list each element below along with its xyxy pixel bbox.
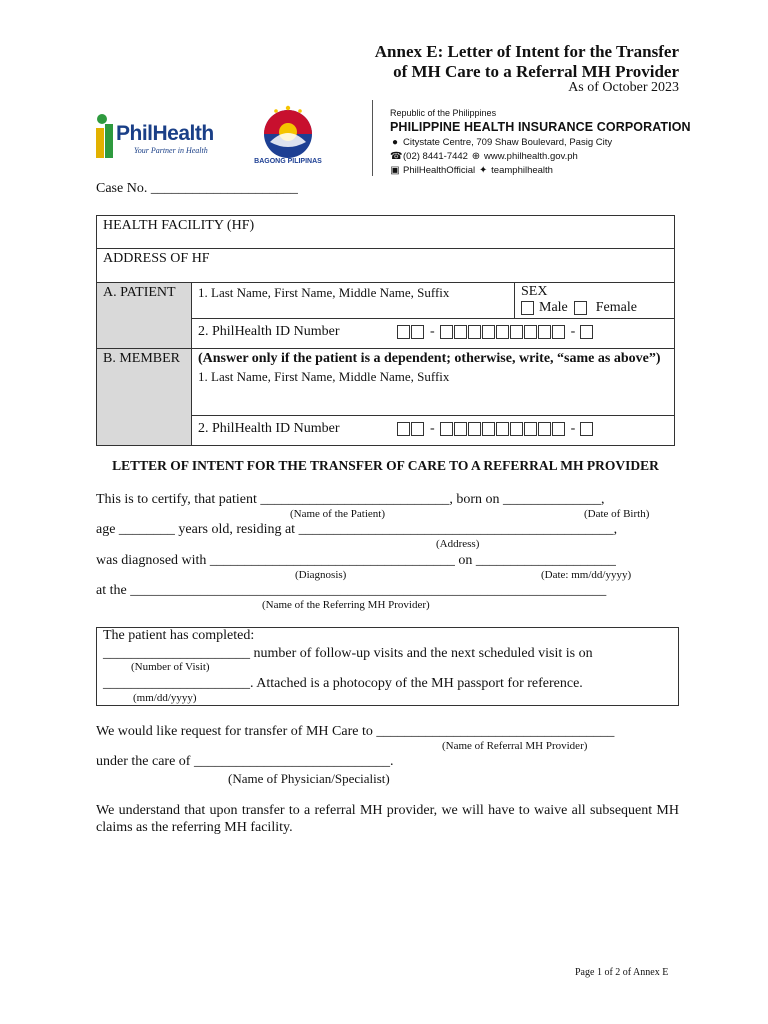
diagnosis-caption: (Diagnosis) [295,569,347,581]
patient-label: A. PATIENT [103,285,176,300]
id-digit-box[interactable] [440,325,453,339]
annex-title-line2: of MH Care to a Referral MH Provider [393,62,679,81]
id-digit-box[interactable] [482,325,495,339]
patient-label-cell [97,283,192,349]
corporation-twitter: teamphilhealth [491,165,553,176]
id-digit-box[interactable] [538,422,551,436]
id-dash: - [570,421,576,436]
member-id-label: 2. PhilHealth ID Number [198,421,340,436]
id-digit-box[interactable] [538,325,551,339]
id-digit-box[interactable] [468,325,481,339]
philhealth-logo-text: PhilHealth [116,122,214,145]
page-footer: Page 1 of 2 of Annex E [575,967,669,978]
id-digit-box[interactable] [411,325,424,339]
id-digit-box[interactable] [524,325,537,339]
id-digit-box[interactable] [524,422,537,436]
address-caption: (Address) [436,538,480,550]
next-visit-line[interactable]: _____________________. Attached is a photocopy of the MH passport for reference. [103,676,583,691]
member-label: B. MEMBER [103,351,181,366]
id-digit-box[interactable] [510,422,523,436]
patient-info-table [96,215,675,446]
facebook-icon: ▣ [390,165,400,176]
next-visit-date-caption: (mm/dd/yyyy) [133,692,197,704]
patient-id-label: 2. PhilHealth ID Number [198,324,340,339]
id-digit-box[interactable] [411,422,424,436]
patient-philhealth-id-row [192,319,675,349]
waive-paragraph: We understand that upon transfer to a referral MH provider, we will have to waive all subsequent MH claims as the referring MH facility. [96,803,679,835]
sex-cell [515,283,675,319]
health-facility-field[interactable] [97,216,675,249]
id-digit-box[interactable] [468,422,481,436]
diagnosis-date-caption: (Date: mm/dd/yyyy) [541,569,632,581]
id-digit-box[interactable] [440,422,453,436]
header-divider [372,100,373,176]
location-pin-icon: ● [391,137,399,148]
id-digit-box[interactable] [552,422,565,436]
corporation-address: Citystate Centre, 709 Shaw Boulevard, Pasig City [403,137,613,148]
referral-provider-caption: (Name of Referral MH Provider) [442,740,588,752]
id-dash: - [430,324,435,339]
member-label-cell [97,349,192,446]
certify-line[interactable]: This is to certify, that patient ___________________________, born on ______________, [96,492,605,507]
id-digit-box[interactable] [454,422,467,436]
follow-up-line[interactable]: _____________________ number of follow-up visits and the next scheduled visit is on [103,646,593,661]
bagong-pilipinas-caption: BAGONG PILIPINAS [254,158,322,165]
physician-caption: (Name of Physician/Specialist) [228,771,390,786]
male-checkbox[interactable] [521,301,534,315]
member-philhealth-id-row [192,416,675,446]
male-label: Male [539,300,568,315]
philhealth-tagline: Your Partner in Health [134,146,208,155]
member-name-label: 1. Last Name, First Name, Middle Name, Suffix [198,369,450,384]
transfer-request-line[interactable]: We would like request for transfer of MH Care to __________________________________ [96,724,615,739]
corporation-phone: (02) 8441-7442 [403,151,468,162]
member-name-field[interactable] [192,349,675,416]
number-of-visit-caption: (Number of Visit) [131,661,210,673]
sex-label: SEX [521,284,548,299]
corporation-block [390,108,691,176]
id-digit-box[interactable] [510,325,523,339]
id-dash: - [430,421,435,436]
philhealth-logo [96,110,228,164]
id-digit-box[interactable] [454,325,467,339]
corporation-website: www.philhealth.gov.ph [483,151,578,162]
id-digit-box[interactable] [552,325,565,339]
phone-icon: ☎ [390,151,403,162]
id-dash: - [570,324,576,339]
referring-provider-caption: (Name of the Referring MH Provider) [262,599,430,611]
case-number-field[interactable]: Case No. _____________________ [96,181,298,196]
id-digit-box[interactable] [482,422,495,436]
annex-date: As of October 2023 [568,80,679,95]
female-checkbox[interactable] [574,301,587,315]
physician-line[interactable]: under the care of ____________________________. [96,754,394,769]
id-digit-box[interactable] [580,422,593,436]
member-note: (Answer only if the patient is a dependent; otherwise, write, “same as above”) [198,351,661,366]
address-hf-field[interactable] [97,249,675,283]
id-digit-box[interactable] [496,422,509,436]
republic-text: Republic of the Philippines [390,108,497,118]
twitter-icon: ✦ [478,165,488,176]
letter-heading: LETTER OF INTENT FOR THE TRANSFER OF CARE TO A REFERRAL MH PROVIDER [112,458,659,473]
female-label: Female [595,300,637,315]
referring-provider-line[interactable]: at the ____________________________________________________________________ [96,583,607,598]
completed-box-title: The patient has completed: [103,628,255,643]
diagnosis-line[interactable]: was diagnosed with ___________________________________ on ____________________ [96,553,616,568]
annex-title-line1: Annex E: Letter of Intent for the Transfer [374,42,679,61]
annex-title [375,42,679,82]
patient-name-label: 1. Last Name, First Name, Middle Name, Suffix [198,285,450,300]
address-hf-label: ADDRESS OF HF [103,251,210,266]
patient-name-field[interactable] [192,283,515,319]
patient-name-caption: (Name of the Patient) [290,508,385,520]
id-digit-box[interactable] [580,325,593,339]
health-facility-label: HEALTH FACILITY (HF) [103,218,255,233]
age-address-line[interactable]: age ________ years old, residing at _____________________________________________, [96,522,618,537]
globe-icon: ⊕ [471,151,481,162]
id-digit-box[interactable] [397,422,410,436]
bagong-pilipinas-seal-icon [252,102,324,160]
id-digit-box[interactable] [397,325,410,339]
corporation-name: PHILIPPINE HEALTH INSURANCE CORPORATION [390,120,691,134]
corporation-facebook: PhilHealthOfficial [403,165,476,176]
bagong-pilipinas-logo [252,102,324,170]
date-of-birth-caption: (Date of Birth) [584,508,650,520]
id-digit-box[interactable] [496,325,509,339]
